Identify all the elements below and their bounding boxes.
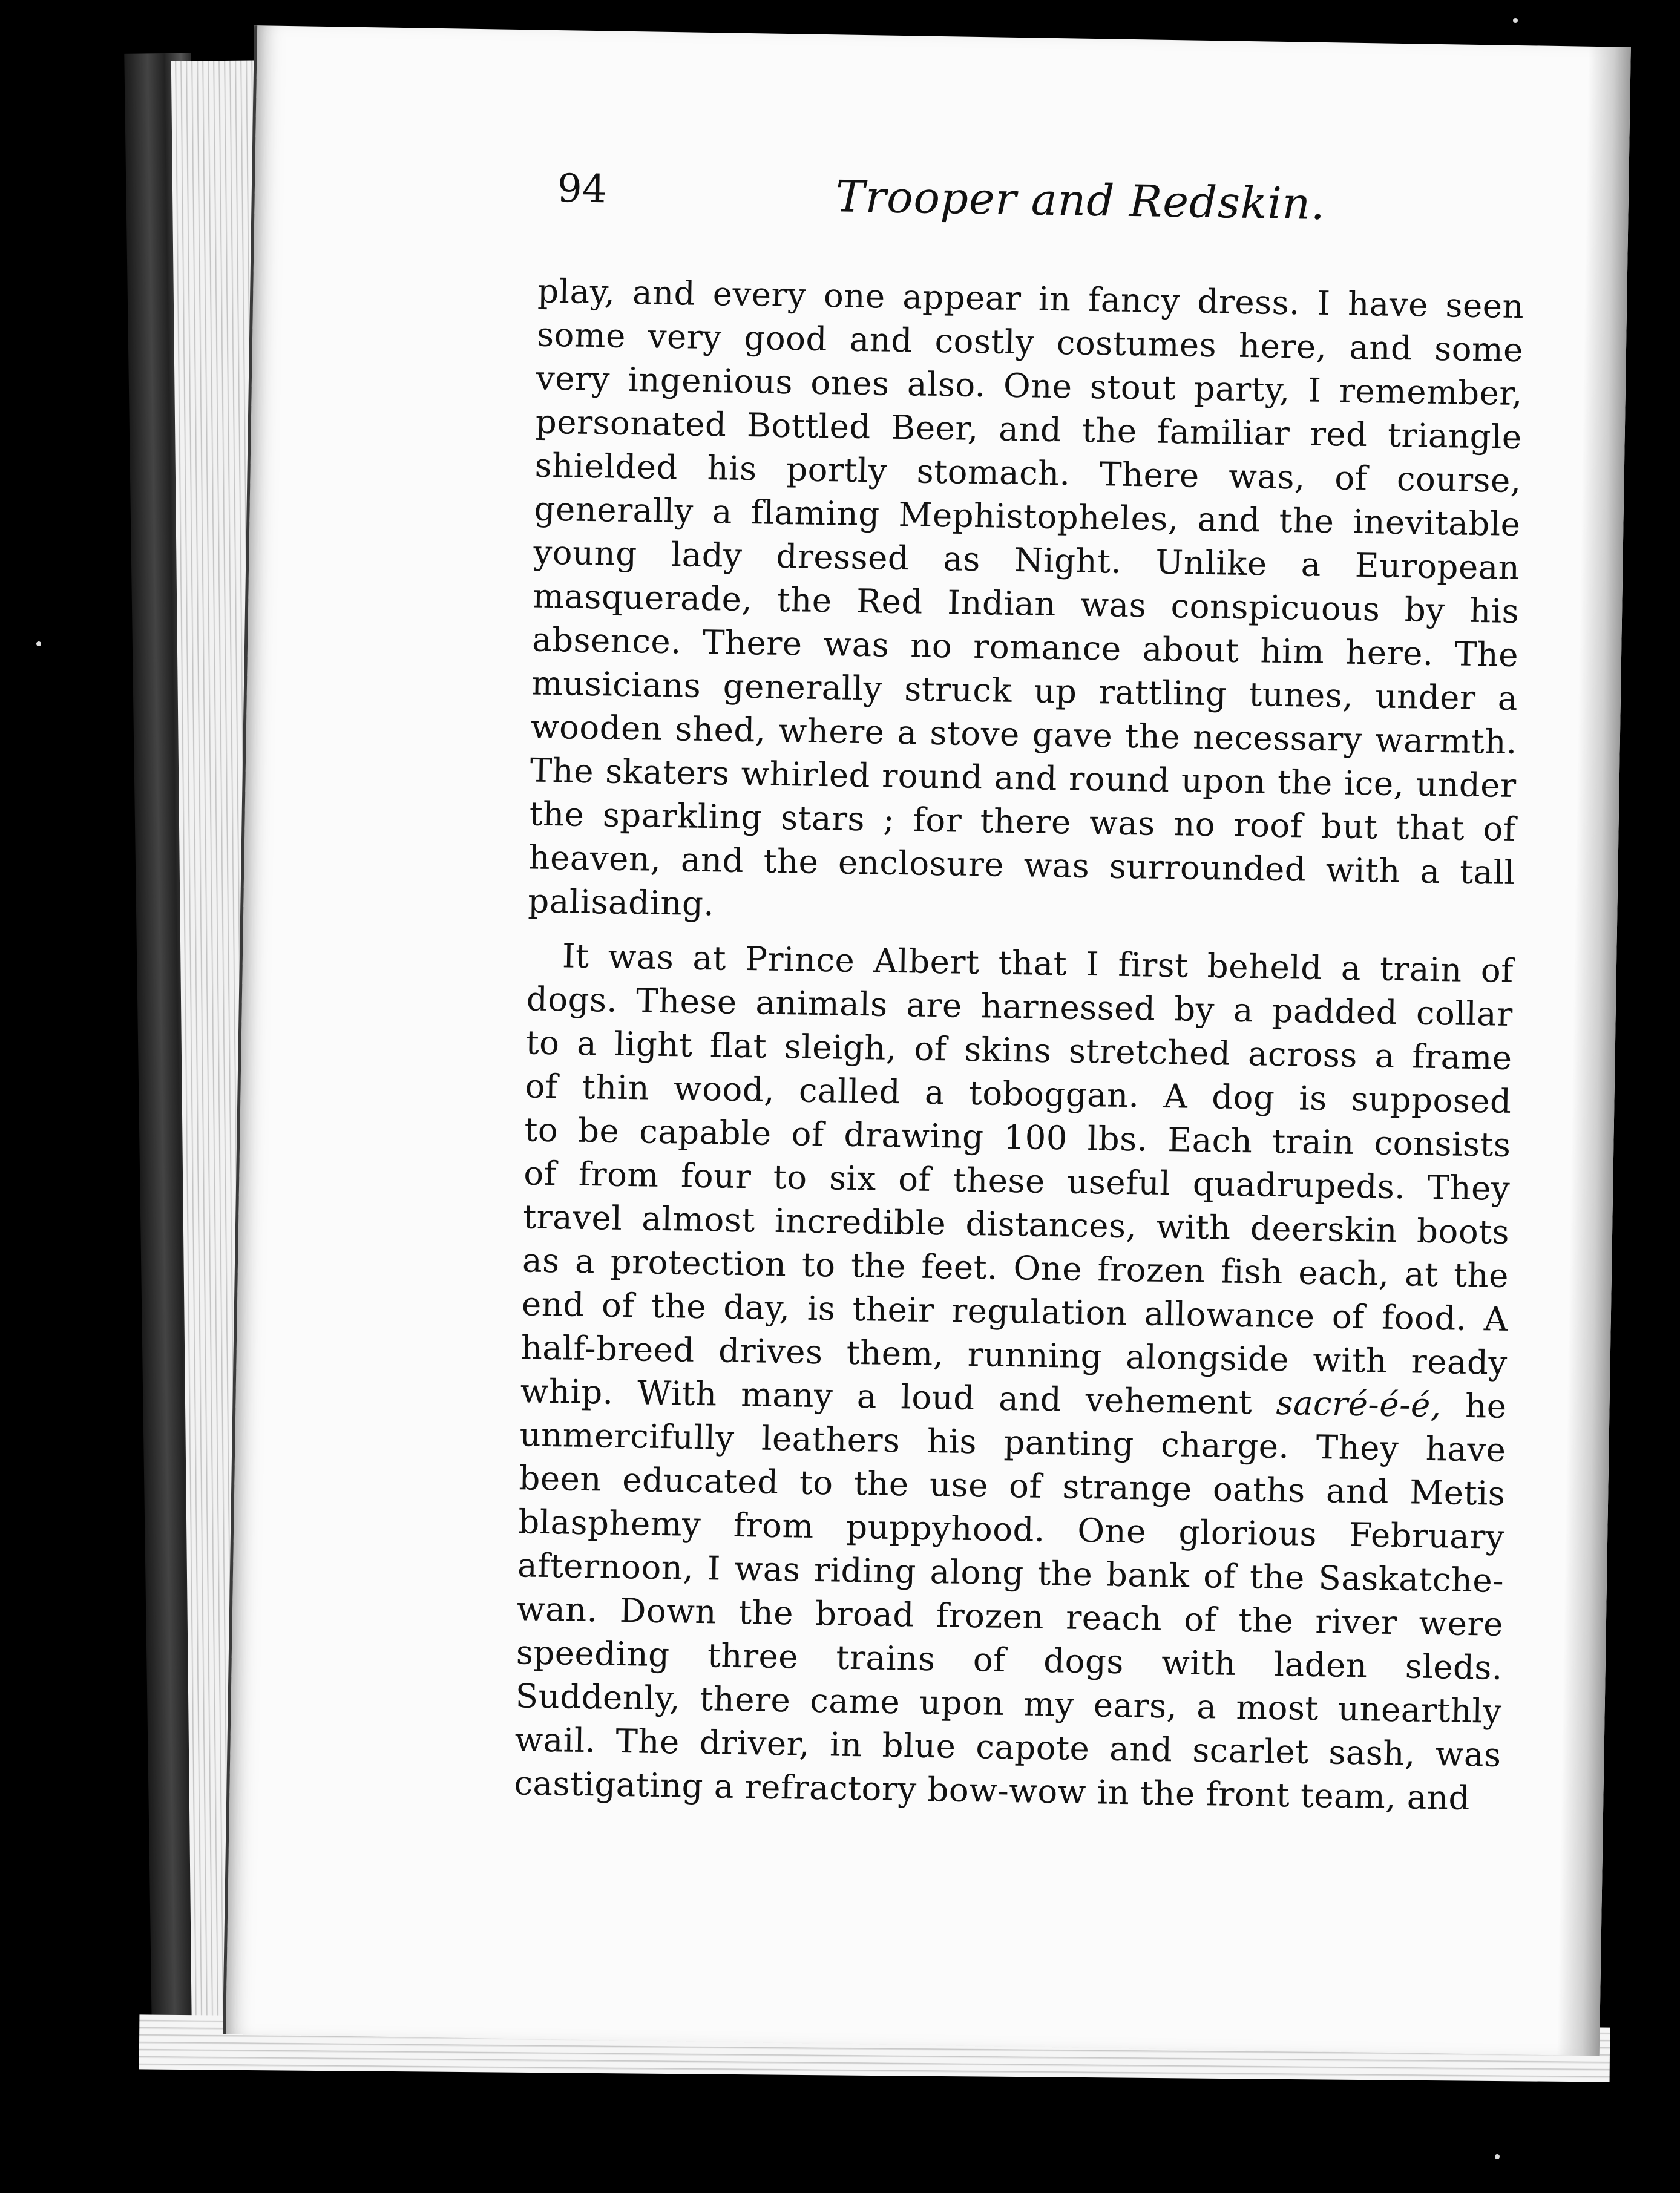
text-line: wooden shed, where a stove gave the necessary warmth.: [530, 707, 1518, 762]
text-line: wan. Down the broad frozen reach of the river were: [516, 1589, 1504, 1644]
italic-phrase: sacré-é-é,: [1276, 1383, 1442, 1425]
running-title: Trooper and Redskin.: [835, 171, 1326, 229]
scan-speck: [1495, 2154, 1500, 2159]
text-line: unmercifully leathers his panting charge. They have: [519, 1415, 1506, 1469]
text-line: dogs. These animals are harnessed by a padded collar: [526, 979, 1514, 1034]
text-segment: whip. With many a loud and vehement: [520, 1371, 1253, 1422]
scan-speck: [1513, 18, 1518, 23]
text-line: afternoon, I was riding along the bank of the Saskatche-: [517, 1546, 1504, 1600]
text-line: half-breed drives them, running alongside with ready: [520, 1328, 1508, 1382]
text-line: Suddenly, there came upon my ears, a most unearthly: [515, 1676, 1503, 1731]
text-line: heaven, and the enclosure was surrounded with a tall: [528, 838, 1515, 893]
text-line: end of the day, is their regulation allowance of food. A: [521, 1284, 1509, 1339]
text-line: of thin wood, called a toboggan. A dog is supposed: [525, 1066, 1512, 1121]
text-line: generally a flaming Mephistopheles, and the inevitable: [534, 489, 1521, 544]
text-line: to be capable of drawing 100 lbs. Each train consists: [524, 1110, 1511, 1164]
text-line: musicians generally struck up rattling tunes, under a: [531, 663, 1518, 718]
body-text: [514, 269, 1524, 1820]
page-number: 94: [557, 166, 607, 212]
text-line: play, and every one appear in fancy dress. I have seen: [537, 271, 1524, 326]
text-line: The skaters whirled round and round upon the ice, under: [530, 750, 1517, 805]
text-line: castigating a refractory bow-wow in the front team, and: [514, 1763, 1471, 1818]
text-line: to a light flat sleigh, of skins stretched across a frame: [525, 1023, 1513, 1077]
text-line: travel almost incredible distances, with deerskin boots: [522, 1197, 1510, 1251]
text-line: the sparkling stars ; for there was no roof but that of: [529, 794, 1517, 849]
text-line: masquerade, the Red Indian was conspicuous by his: [532, 576, 1520, 631]
text-line: some very good and costly costumes here, and some: [536, 315, 1524, 370]
scan-speck: [36, 641, 41, 646]
text-line: blasphemy from puppyhood. One glorious February: [517, 1502, 1505, 1556]
text-line: very ingenious ones also. One stout party, I remember,: [536, 358, 1523, 413]
text-line: as a protection to the feet. One frozen fish each, at the: [522, 1241, 1509, 1295]
text-line: absence. There was no romance about him here. The: [531, 620, 1519, 675]
text-line: speeding three trains of dogs with laden sleds.: [516, 1633, 1503, 1687]
book-page: [223, 25, 1631, 2056]
text-line: of from four to six of these useful quadrupeds. They: [523, 1153, 1511, 1208]
text-line: palisading.: [527, 881, 715, 923]
page-header: [557, 166, 1550, 255]
text-line: wail. The driver, in blue capote and scarlet sash, was: [514, 1720, 1502, 1774]
text-line: young lady dressed as Night. Unlike a European: [533, 533, 1520, 588]
text-segment: he: [1441, 1386, 1508, 1426]
text-line: It was at Prince Albert that I first beheld a train of: [562, 936, 1514, 991]
text-line: shielded his portly stomach. There was, of course,: [534, 445, 1522, 500]
text-line: personated Bottled Beer, and the familiar red triangle: [535, 402, 1523, 457]
text-line: been educated to the use of strange oaths and Metis: [518, 1458, 1506, 1513]
